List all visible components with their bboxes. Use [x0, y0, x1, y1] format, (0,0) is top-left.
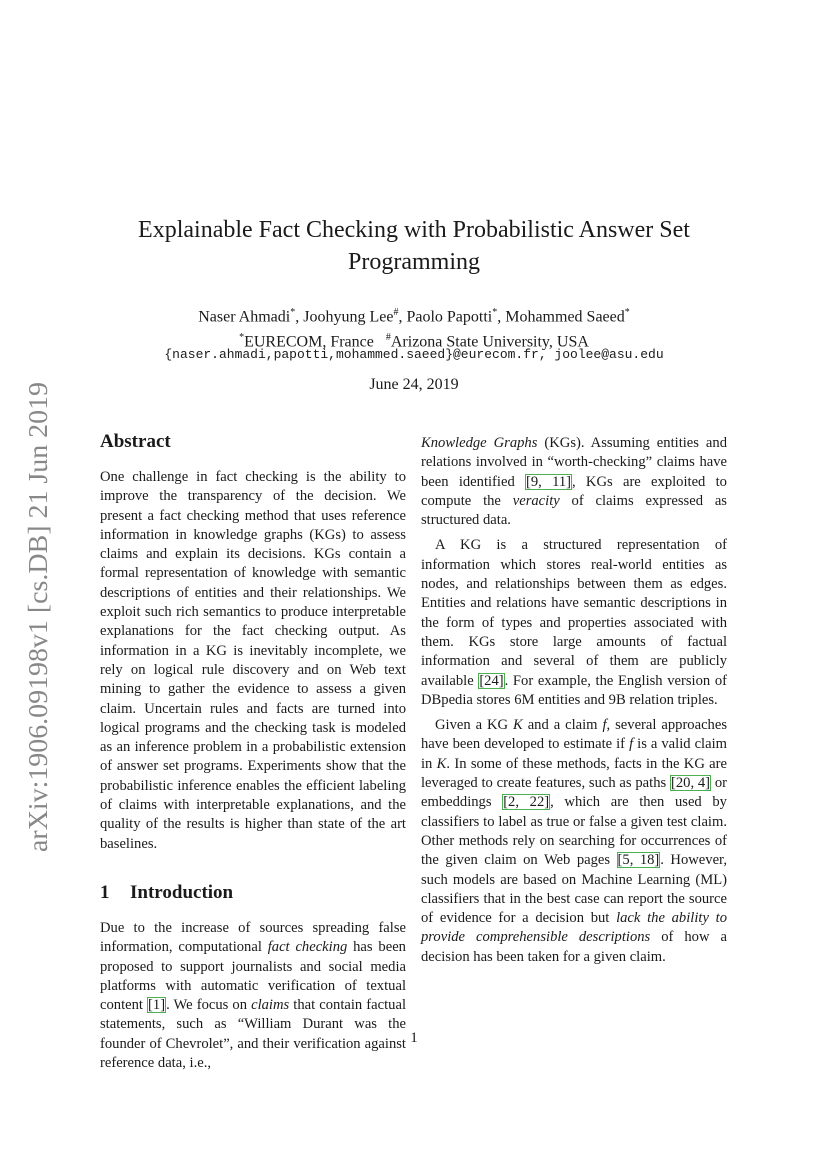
section-number: 1 — [100, 881, 110, 903]
math-symbol: K — [513, 717, 523, 734]
section-title: Introduction — [130, 881, 234, 903]
text-span: . However, such models are based on Machine Learning (ML) classifiers that in the best case can report the source of evidence for a decision but — [421, 852, 727, 927]
text-span: (KGs). Assuming entities and relations involved in “worth-checking” claims have been identified — [421, 435, 727, 490]
paper-date: June 24, 2019 — [369, 376, 459, 393]
math-symbol: f — [629, 736, 634, 753]
page-number: 1 — [410, 1030, 418, 1046]
affiliation: Arizona State University, USA — [390, 333, 589, 351]
author-emails: {naser.ahmadi,papotti,mohammed.saeed}@eurecom.fr, joolee@asu.edu — [164, 347, 664, 362]
author-list — [100, 302, 728, 327]
affiliation-marker: # — [385, 332, 391, 344]
arxiv-stamp — [16, 380, 56, 860]
citation-link[interactable]: [5, 18] — [617, 852, 660, 869]
abstract-text: One challenge in fact checking is the ability to improve the transparency of the decision. We present a fact checking method that uses reference information in knowledge graphs (KGs) to assess claims and explain its decisions. KGs contain a formal representation of knowledge with semantic descriptions of entities and their relationships. We exploit such rich semantics to produce interpretable explanations for the fact checking output. As information in a KG is inevitably incomplete, we rely on logical rule discovery and on Web text mining to gather the evidence to assess a given claim. Uncertain rules and facts are turned into logical programs and the checking task is modeled as an inference problem in a probabilistic extension of answer set programs. Experiments show that the probabilistic inference enables the efficient labeling of claims with interpretable explanations, and the quality of the results is higher than state of the art baselines. — [100, 469, 406, 852]
math-symbol: f — [602, 717, 607, 734]
abstract-heading: Abstract — [100, 431, 171, 452]
text-span: A KG is a structured representation of information which stores real-world entities as nodes, and relationships between them as edges. Entities and relations have semantic descriptions in the form of types and properties associated with them. KGs store large amounts of factual information and several of them are publicly available — [421, 537, 727, 689]
text-span: and a claim — [522, 717, 603, 734]
author-name: Naser Ahmadi — [198, 308, 291, 326]
text-span: . For example, the English version of DBpedia stores 6M entities and 9B relation triples. — [421, 672, 727, 708]
emphasis: claims — [251, 997, 290, 1014]
text-span: or embeddings — [421, 775, 727, 811]
citation-link[interactable]: [9, 11] — [526, 473, 572, 490]
citation-link[interactable]: [2, 22] — [503, 794, 550, 811]
text-span: has been proposed to support journalists and social media platforms with automatic verification of textual content — [100, 939, 406, 1014]
citation-link[interactable]: [20, 4] — [670, 775, 711, 792]
author-name: , Joohyung Lee — [295, 308, 394, 326]
intro-paragraph-2 — [421, 536, 727, 710]
author-name: , Paolo Papotti — [398, 308, 493, 326]
text-span: of claims expressed as structured data. — [421, 492, 727, 529]
text-span: is a valid claim in — [421, 736, 727, 772]
citation-link[interactable]: [24] — [479, 672, 504, 689]
citation-link[interactable]: [1] — [148, 997, 166, 1014]
author-marker: * — [492, 307, 498, 318]
title-line-2: Programming — [348, 249, 480, 275]
emphasis: Knowledge Graphs — [421, 435, 538, 451]
author-marker: * — [624, 307, 630, 318]
emphasis: veracity — [512, 492, 560, 509]
emphasis: fact checking — [267, 939, 348, 956]
intro-paragraph-1-cont — [421, 434, 727, 530]
text-span: that contain factual statements, such as “William Durant was the founder of Chevrolet”, and their verification against reference data, i.e., — [100, 997, 406, 1072]
text-span: . In some of these methods, facts in the KG are leveraged to create features, such as paths — [421, 755, 728, 792]
right-column — [421, 434, 727, 973]
left-column — [100, 430, 406, 1079]
text-span: . We focus on — [166, 997, 252, 1014]
author-name: , Mohammed Saeed — [497, 308, 625, 326]
intro-paragraph-1 — [100, 919, 406, 1073]
text-span: , which are then used by classifiers to label as true or false a given test claim. Other methods rely on searching for occurrences of the given claim on Web pages — [421, 794, 727, 869]
affiliation: EURECOM, France — [244, 333, 374, 351]
intro-paragraph-3 — [421, 716, 727, 967]
affiliation-marker: * — [239, 332, 245, 344]
author-marker: * — [290, 307, 296, 318]
text-span: Given a KG — [435, 717, 514, 734]
introduction-heading — [100, 881, 406, 905]
emphasis: lack the ability to provide comprehensible descriptions — [421, 910, 727, 946]
text-span: Due to the increase of sources spreading false information, computational — [100, 919, 406, 956]
text-span: , KGs are exploited to compute the — [421, 473, 727, 509]
title-line-1: Explainable Fact Checking with Probabilistic Answer Set — [138, 217, 690, 243]
paper-title — [100, 214, 728, 278]
author-marker: # — [393, 307, 399, 318]
text-span: , several approaches have been developed to estimate if — [421, 717, 728, 753]
math-symbol: K — [436, 755, 447, 772]
arxiv-stamp-text: arXiv:1906.09198v1 [cs.DB] 21 Jun 2019 — [23, 397, 53, 852]
text-span: of how a decision has been taken for a given claim. — [421, 929, 727, 965]
